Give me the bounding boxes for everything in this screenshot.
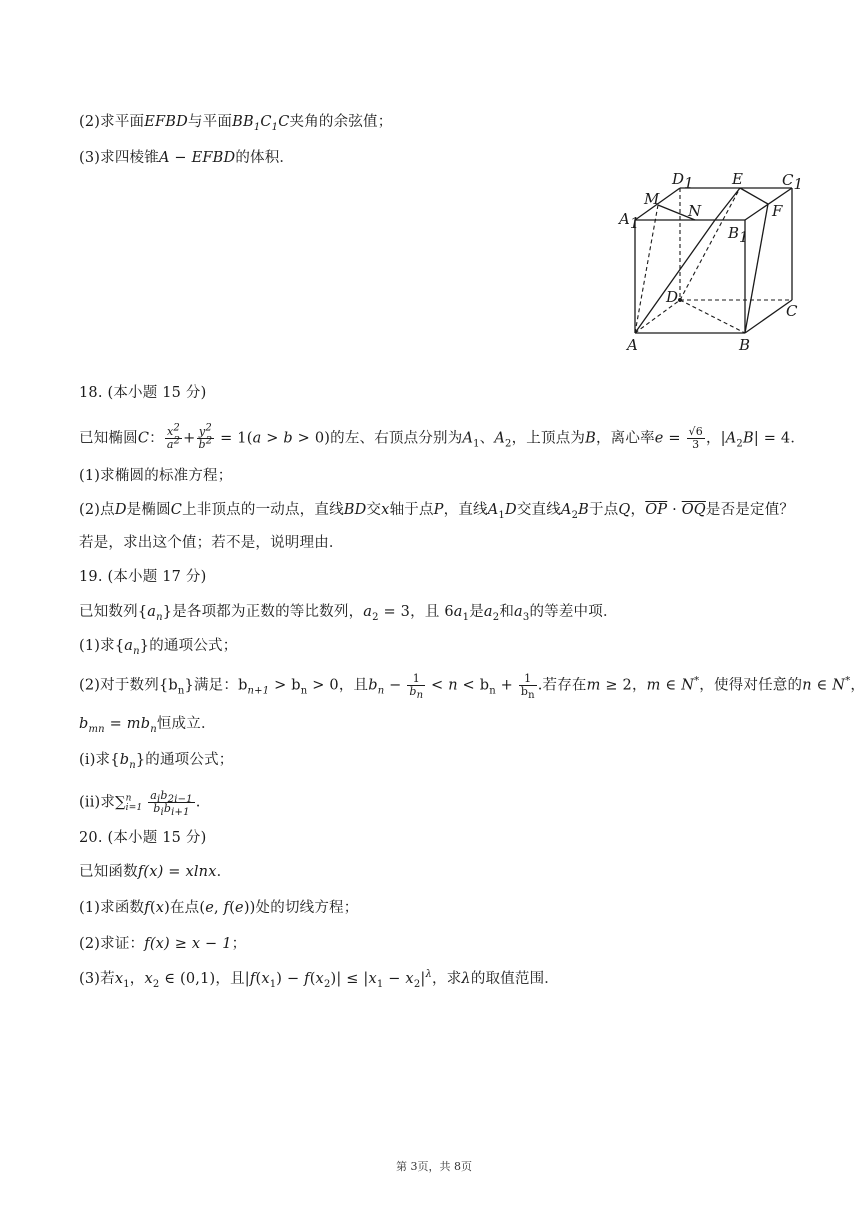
q18-part2-line2: 若是，求出这个值；若不是，说明理由． [79, 535, 344, 551]
q20-header: 20. (本小题 15 分) [79, 830, 207, 846]
q19-part1: (1)求$\{a_n\}$的通项公式； [79, 638, 238, 657]
label-d: D [666, 288, 679, 306]
text: 于点 [589, 502, 619, 518]
q20-intro: 已知函数f(x) = xlnx． [79, 864, 232, 880]
text: (1)求函数 [79, 900, 145, 916]
text: 是否是定值？ [705, 502, 795, 518]
text: ，且 [410, 604, 440, 620]
text: 的通项公式； [149, 638, 238, 654]
text: 1 [629, 214, 640, 232]
text: 1 [684, 174, 694, 192]
text: (2)对于数列 [79, 677, 159, 694]
label-a: A [627, 336, 638, 354]
text: 轴于点 [389, 502, 434, 518]
text: 1 [793, 175, 804, 193]
q18-header: 18. (本小题 15 分) [79, 385, 207, 401]
q18-part2: (2)点D是椭圆C上非顶点的一动点，直线BD交x轴于点P，直线$A_1D$交直线$A_2B$于点Q，$\overline{OP} \cdot \overline{OQ}$是否是定值？ [79, 502, 795, 521]
text: ，上顶点为 [511, 430, 586, 447]
text: 的体积． [235, 150, 295, 166]
text: A [619, 210, 630, 228]
text: 上非顶点的一动点，直线 [182, 502, 344, 518]
text: 是 [469, 604, 484, 620]
q19-part2: (2)对于数列$\{b_n\}$满足：$b_{n+1} > b_n > 0$，且$b_n$ − $\frac{1}{b_n}$ < $n < b_n$ + $\frac{1}{b_n}$ .若存在m ≥ 2，m ∈ N*，使得对任意的n ∈ N*， [79, 672, 866, 702]
text: ，求 [432, 971, 462, 987]
math: f(x) ≥ x − 1 [144, 936, 232, 952]
label-f: F [772, 202, 783, 220]
text: 的通项公式； [145, 752, 234, 768]
label-c1 [782, 171, 803, 193]
q18-part1: (1)求椭圆的标准方程； [79, 468, 233, 484]
frac: $\frac{1}{b_n}$ [520, 672, 535, 702]
q19-part2-line2: $b_{mn} = mb_n$恒成立． [79, 716, 216, 735]
text: 恒成立． [156, 716, 216, 732]
text: 是椭圆 [126, 502, 171, 518]
text: ，且 [338, 677, 369, 694]
text: (2)求平面 [79, 114, 145, 130]
text: 交 [366, 502, 382, 518]
text: ，离心率 [595, 430, 655, 447]
text: (i)求 [79, 752, 111, 768]
text: 1 [739, 228, 749, 246]
text: 和 [499, 604, 515, 620]
text: (ii)求 [79, 794, 116, 811]
math: C [137, 430, 150, 447]
label-d1 [671, 170, 694, 192]
label-b: B [739, 336, 751, 354]
text: (2)求证： [79, 936, 145, 952]
frac: $\frac{1}{b_n}$ [409, 672, 424, 702]
text: (3)若 [79, 971, 115, 987]
text: 满足： [193, 677, 239, 694]
text: B [728, 224, 740, 242]
frac: $\frac{a_ib_{2i-1}}{b_ib_{i+1}}$ [150, 789, 193, 819]
text: 已知函数 [79, 864, 138, 880]
text: ． [790, 430, 806, 447]
q17-part3 [79, 148, 294, 168]
math: f(x) = xlnx [137, 864, 217, 880]
text: (3)求四棱锥 [79, 150, 159, 166]
frac: $\frac{y^2}{b^2}$ [198, 422, 213, 451]
math-plane-bb1c1c: $BB_1C_1C$ [232, 114, 290, 133]
text: 交直线 [516, 502, 561, 518]
q20-part1: (1)求函数f(x)在点(e, f(e))处的切线方程； [79, 900, 359, 916]
label-m: M [644, 190, 660, 208]
frac: $\frac{√6}{3}$ [688, 425, 703, 451]
text: 是各项都为正数的等比数列， [172, 604, 364, 620]
q17-part2 [79, 112, 392, 132]
text: D [672, 170, 685, 188]
q20-part3: (3)若$x_1$，$x_2$ ∈ (0,1)，且$|f(x_1) - f(x_2)| \le |x_1 - x_2|^\lambda$，求λ的取值范围． [79, 969, 560, 990]
text: ，使得对任意的 [699, 677, 803, 694]
label-n: N [688, 202, 702, 220]
q19-part-ii: (ii)求∑$^n_{i=1}$ $\frac{a_ib_{2i-1}}{b_ib_{i+1}}$ . [79, 789, 201, 819]
q19-header: 19. (本小题 17 分) [79, 569, 207, 585]
q18-intro: 已知椭圆C： $\frac{x^2}{a^2}$ + $\frac{y^2}{b^2}$ = 1(a > b > 0)的左、右顶点分别为$A_1$、$A_2$，上顶点为B，离心率e = $\frac{√6}{3}$ ，$|A_2B| = 4$． [79, 422, 806, 451]
label-c: C [786, 302, 798, 320]
cube-figure [610, 168, 810, 358]
text: 与平面 [187, 114, 233, 130]
text: C [782, 171, 794, 189]
text: 若存在 [542, 677, 587, 694]
text: 在点 [169, 900, 200, 916]
frac: $\frac{x^2}{a^2}$ [166, 422, 181, 451]
text: (1)求 [79, 638, 115, 654]
text: 已知数列 [79, 604, 138, 620]
text: (2)点 [79, 502, 115, 518]
text: 已知椭圆 [79, 430, 138, 447]
q19-part-i: (i)求$\{b_n\}$的通项公式； [79, 752, 234, 771]
text: 处的切线方程； [255, 900, 359, 916]
math: A − EFBD [158, 150, 236, 166]
text: 的等差中项． [529, 604, 618, 620]
label-b1 [727, 224, 749, 246]
q20-part2 [79, 934, 246, 954]
text: ； [231, 936, 247, 952]
text: ，直线 [443, 502, 488, 518]
page-footer: 第 3页，共 8页 [396, 1160, 472, 1173]
q19-intro: 已知数列$\{a_n\}$是各项都为正数的等比数列，$a_2 = 3$，且 $6a_1$是$a_2$和$a_3$的等差中项． [79, 604, 618, 623]
label-a1 [617, 210, 639, 232]
text: 的取值范围． [470, 971, 560, 987]
text: 的左、右顶点分别为 [330, 430, 463, 447]
label-e: E [732, 170, 743, 188]
math: EFBD [144, 114, 188, 130]
text: 夹角的余弦值； [289, 114, 393, 130]
text: ，且 [215, 971, 245, 987]
